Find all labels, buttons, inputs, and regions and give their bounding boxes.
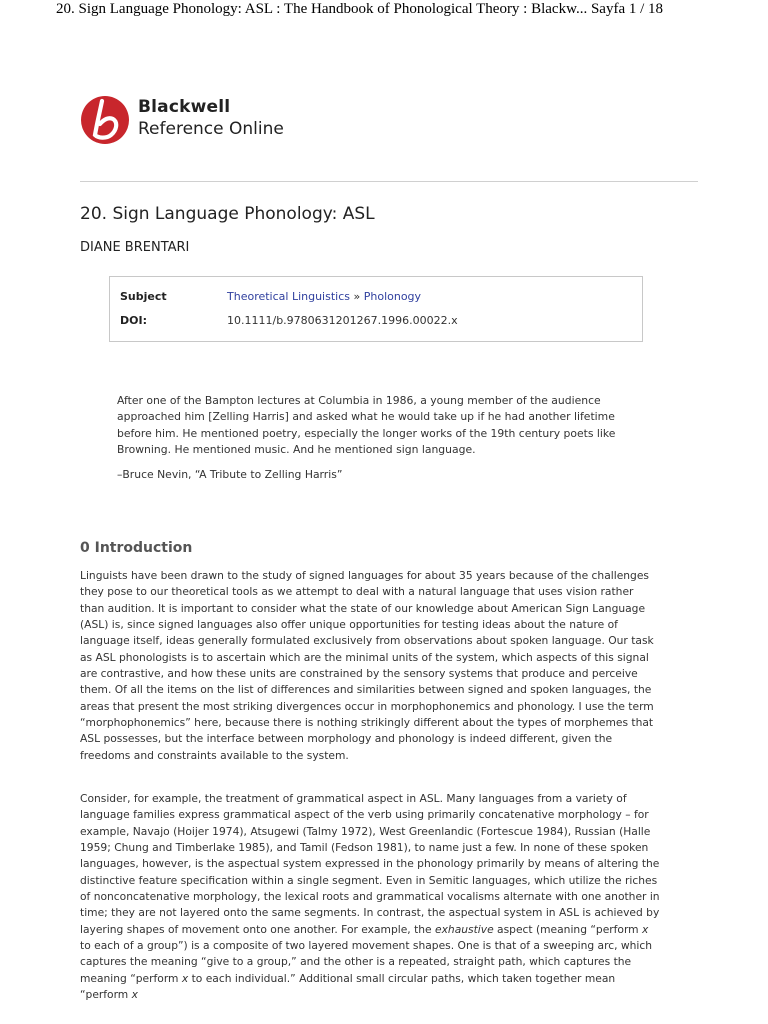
brand-name: Blackwell xyxy=(138,97,231,117)
subject-value xyxy=(227,290,421,303)
metadata-box xyxy=(109,276,643,342)
body-paragraph-1 xyxy=(80,568,660,774)
paragraph-text: Consider, for example, the treatment of grammatical aspect in ASL. Many languages from a variety of language families express grammatical aspect of the verb using primarily concatenative morphology – for example, Navajo (Hoijer 1974), Atsugewi (Talmy 1972), West Greenlandic (Fortescue 1984), Russian (Halle 1959; Chung and Timberlake 1985), and Tamil (Fedson 1981), to name just a few. In none of these spoken languages, however, is the aspectual system expressed in the phonology primarily by means of altering the distinctive feature specification within a single segment. Even in Semitic languages, which utilize the riches of nonconcatenative morphology, the lexical roots and grammatical vocalisms alternate with one another in time; they are not layered onto the same segments. In contrast, the aspectual system in ASL is achieved by layering shapes of movement onto one another. For example, the exhaustive aspect (meaning “perform x to each of a group”) is a composite of two layered movement shapes. One is that of a sweeping arc, which captures the meaning “give to a group,” and the other is a repeated, straight path, which captures the meaning “perform x to each individual.” Additional small circular paths, which taken together mean “perform x xyxy=(80,792,660,1002)
brand-tagline: Reference Online xyxy=(138,119,284,139)
subject-label: Subject xyxy=(120,290,167,303)
article-author: DIANE BRENTARI xyxy=(80,240,190,255)
article-title: 20. Sign Language Phonology: ASL xyxy=(80,204,375,224)
doi-label: DOI: xyxy=(120,314,147,327)
paragraph-text: Linguists have been drawn to the study of signed languages for about 35 years because of the challenges they pose to our theoretical tools as we attempt to deal with a natural language that uses vision rather than audition. It is important to consider what the state of our knowledge about American Sign Language (ASL) is, since signed languages also offer unique opportunities for testing ideas about the nature of language itself, ideas generally formulated exclusively from observations about spoken language. Our task as ASL phonologists is to ascertain which are the minimal units of the system, which aspects of this signal are contrastive, and how these units are constrained by the sensory systems that produce and perceive them. Of all the items on the list of differences and similarities between signed and spoken languages, the areas that present the most striking divergences occur in morphophonemics and phonology. I use the term “morphophonemics” here, because there is nothing strikingly different about the types of morphemes that ASL possesses, but the interface between morphology and phonology is indeed different, given the freedoms and constraints available to the system. xyxy=(80,569,654,762)
print-header: 20. Sign Language Phonology: ASL : The Handbook of Phonological Theory : Blackw... Sayfa 1 / 18 xyxy=(56,1,664,17)
body-paragraph-2 xyxy=(80,791,660,1016)
doi-value: 10.1111/b.9780631201267.1996.00022.x xyxy=(227,314,458,327)
epigraph xyxy=(117,393,617,492)
divider xyxy=(80,181,698,182)
epigraph-attribution: –Bruce Nevin, “A Tribute to Zelling Harris” xyxy=(117,468,343,482)
subject-link-theoretical-linguistics[interactable]: Theoretical Linguistics xyxy=(227,290,350,303)
subject-link-phonology[interactable]: Pholonogy xyxy=(363,290,422,303)
breadcrumb-separator: » xyxy=(350,290,364,303)
brand-logo[interactable] xyxy=(80,95,320,145)
epigraph-text: After one of the Bampton lectures at Columbia in 1986, a young member of the audience approached him [Zelling Harris] and asked what he would take up if he had another lifetime before him. He mentioned poetry, especially the longer works of the 19th century poets like Browning. He mentioned music. And he mentioned sign language. xyxy=(117,394,616,456)
blackwell-b-icon xyxy=(80,95,130,145)
section-heading: 0 Introduction xyxy=(80,540,193,556)
